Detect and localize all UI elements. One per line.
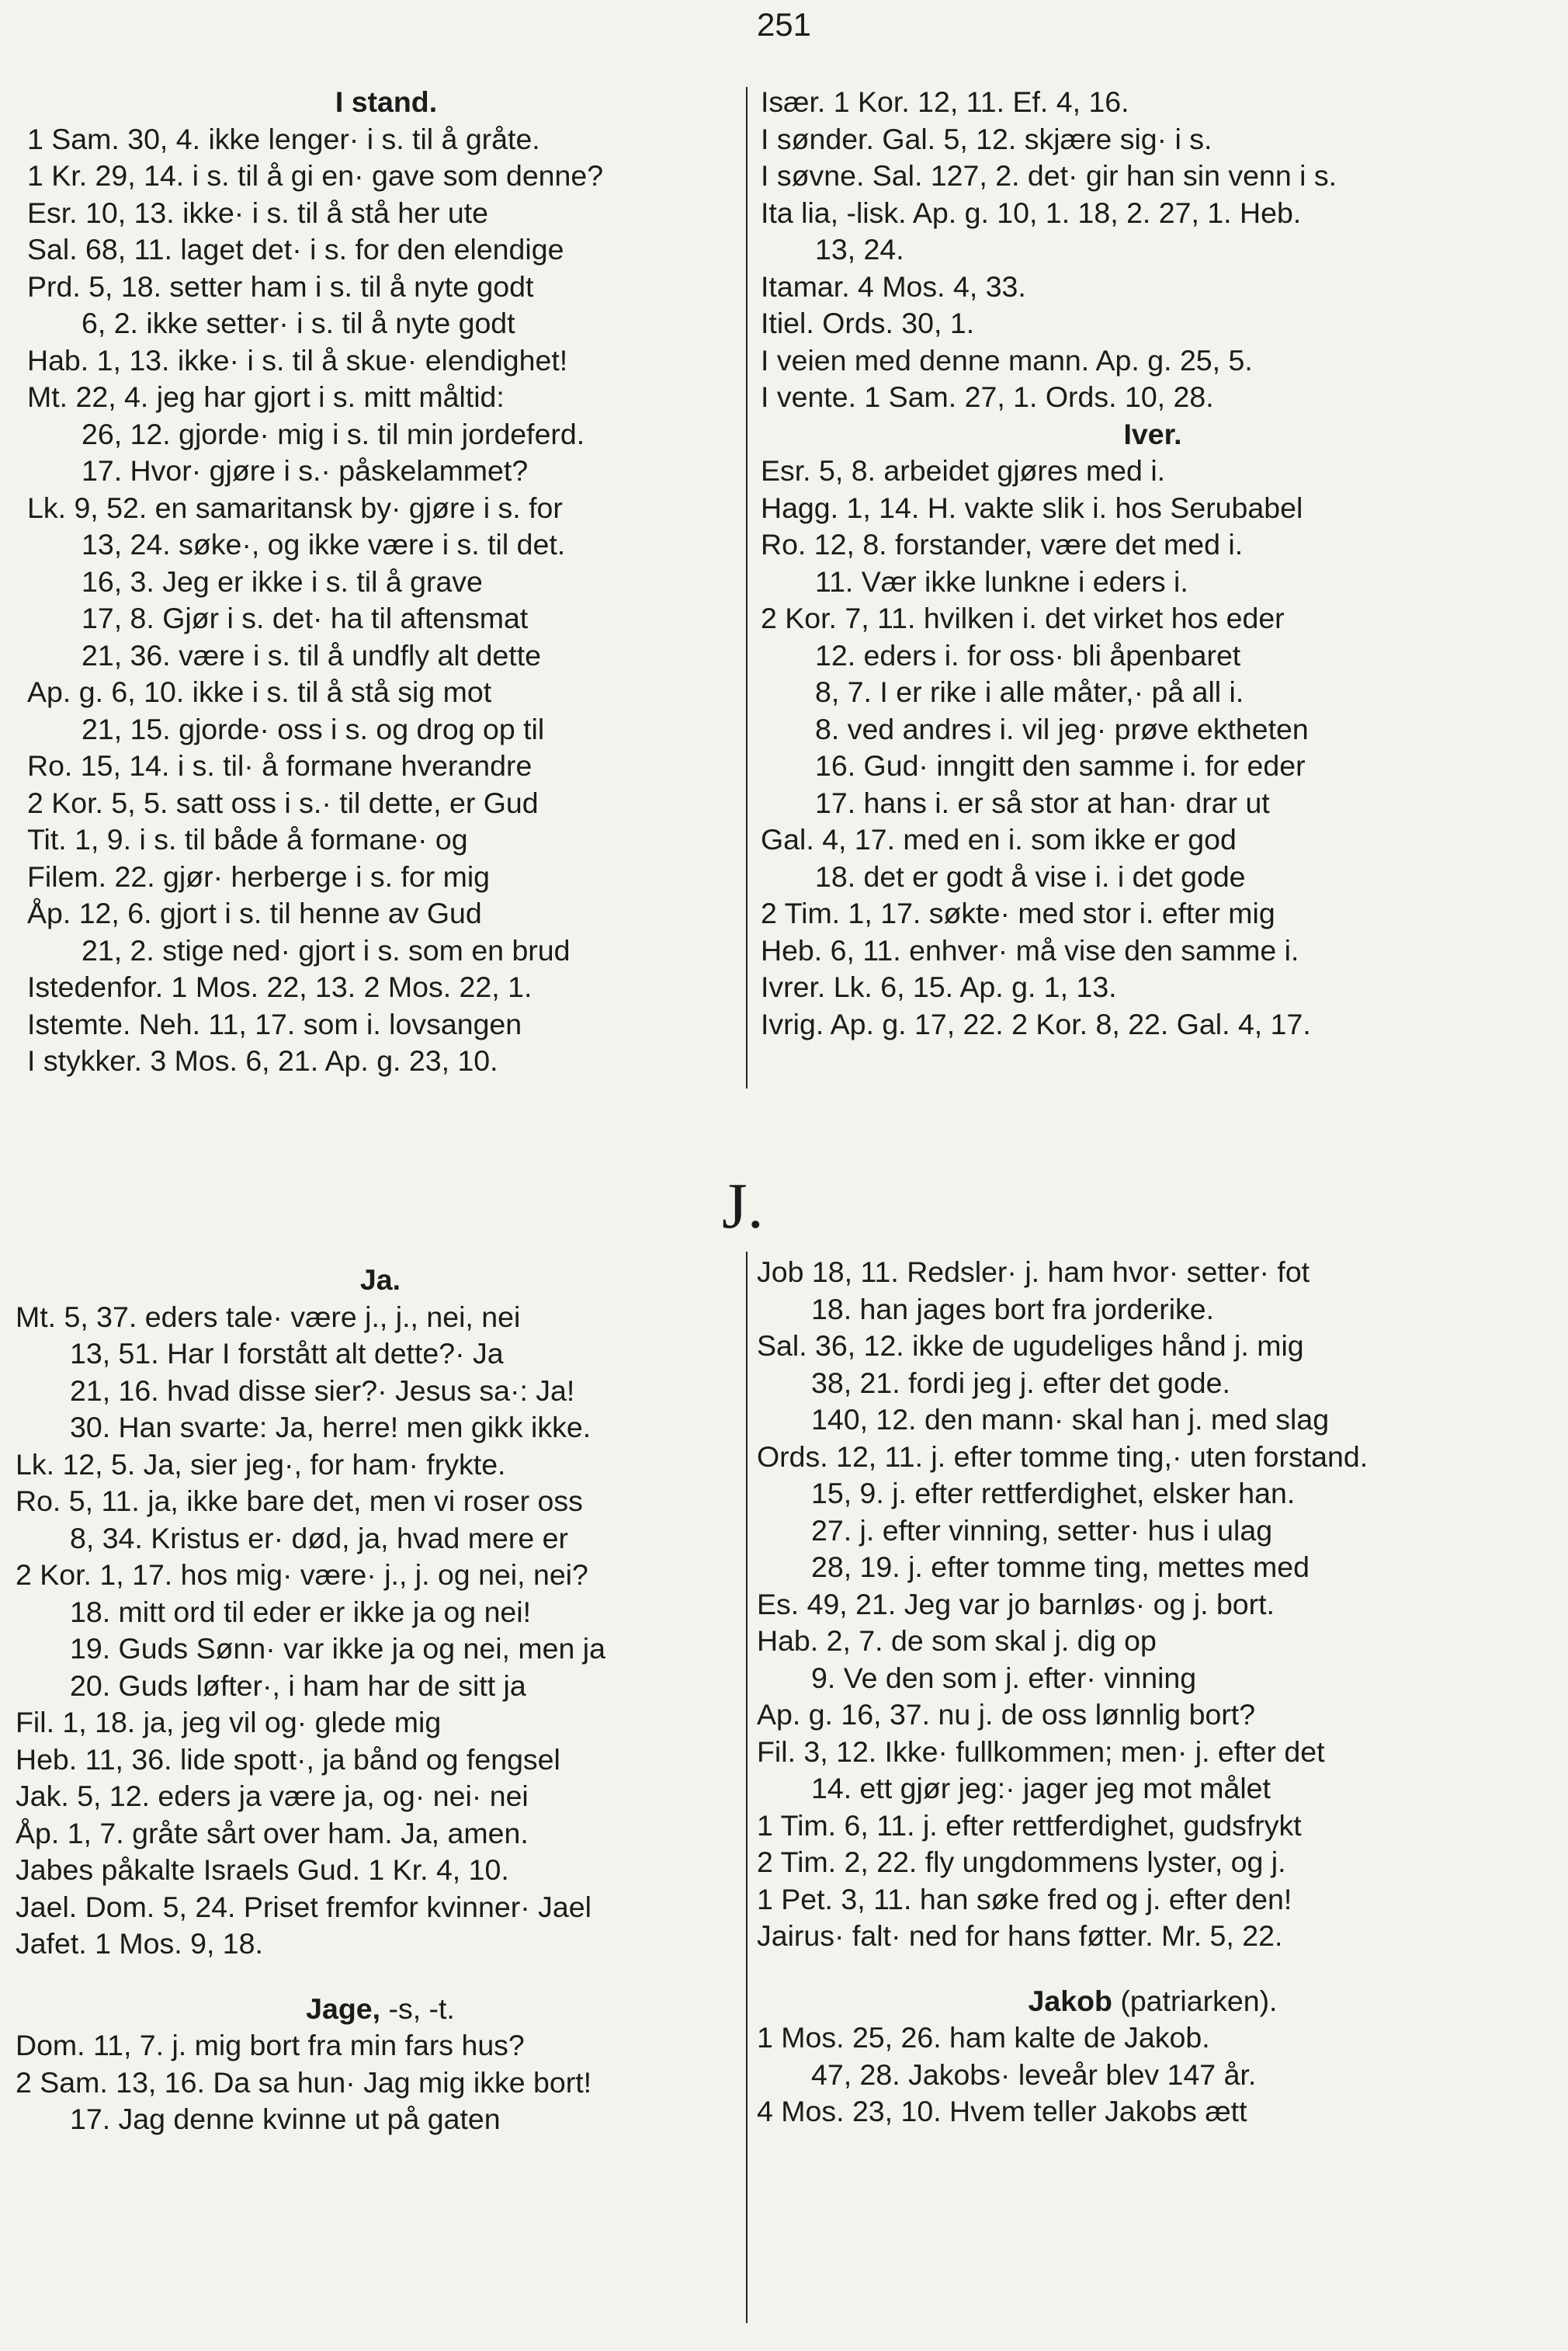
concordance-line: Hagg. 1, 14. H. vakte slik i. hos Serubabel: [761, 491, 1303, 524]
concordance-line: 2 Kor. 5, 5. satt oss i s.· til dette, er Gud: [27, 786, 539, 819]
concordance-line: Tit. 1, 9. i s. til både å formane· og: [27, 823, 468, 856]
concordance-line: 17. hans i. er så stor at han· drar ut: [815, 786, 1270, 819]
spacer: [16, 1963, 745, 1991]
concordance-line: Esr. 5, 8. arbeidet gjøres med i.: [761, 454, 1166, 487]
concordance-line: 16, 3. Jeg er ikke i s. til å grave: [82, 564, 483, 598]
concordance-line: I stykker. 3 Mos. 6, 21. Ap. g. 23, 10.: [27, 1044, 498, 1077]
concordance-line: 2 Tim. 1, 17. søkte· med stor i. efter mig: [761, 897, 1275, 929]
concordance-line: Heb. 11, 36. lide spott·, ja bånd og fengsel: [16, 1742, 560, 1776]
concordance-line: 1 Sam. 30, 4. ikke lenger· i s. til å gråte.: [27, 122, 540, 155]
concordance-line: 1 Mos. 25, 26. ham kalte de Jakob.: [757, 2021, 1210, 2054]
concordance-line: Fil. 1, 18. ja, jeg vil og· glede mig: [16, 1706, 442, 1738]
concordance-line: 8. ved andres i. vil jeg· prøve ektheten: [815, 712, 1309, 745]
concordance-line: 8, 7. I er rike i alle måter,· på all i.: [815, 675, 1244, 708]
concordance-line: Ita lia, -lisk. Ap. g. 10, 1. 18, 2. 27, 1. Heb.: [761, 196, 1302, 229]
concordance-line: 14. ett gjør jeg:· jager jeg mot målet: [811, 1772, 1271, 1804]
concordance-line: 2 Kor. 1, 17. hos mig· være· j., j. og nei, nei?: [16, 1558, 588, 1591]
concordance-line: Sal. 68, 11. laget det· i s. for den elendige: [27, 233, 564, 266]
concordance-line: Ap. g. 6, 10. ikke i s. til å stå sig mot: [27, 675, 492, 708]
concordance-line: Itamar. 4 Mos. 4, 33.: [761, 269, 1026, 303]
concordance-line: Lk. 9, 52. en samaritansk by· gjøre i s. for: [27, 491, 563, 524]
heading-word: Iver.: [1123, 417, 1182, 450]
concordance-line: Heb. 6, 11. enhver· må vise den samme i.: [761, 933, 1299, 967]
spacer: [757, 1955, 1549, 1983]
concordance-line: I søvne. Sal. 127, 2. det· gir han sin venn i s.: [761, 159, 1337, 192]
concordance-line: 15, 9. j. efter rettferdighet, elsker han.: [811, 1477, 1296, 1509]
concordance-line: Istemte. Neh. 11, 17. som i. lovsangen: [27, 1007, 522, 1040]
column-divider-top: [746, 87, 748, 1089]
concordance-line: Ap. g. 16, 37. nu j. de oss lønnlig bort?: [757, 1698, 1256, 1731]
concordance-line: Istedenfor. 1 Mos. 22, 13. 2 Mos. 22, 1.: [27, 971, 532, 1003]
concordance-line: 8, 34. Kristus er· død, ja, hvad mere er: [70, 1521, 568, 1554]
heading-word: I stand.: [335, 85, 438, 118]
concordance-line: 26, 12. gjorde· mig i s. til min jordeferd.: [82, 417, 585, 450]
concordance-line: 13, 24. søke·, og ikke være i s. til det.: [82, 528, 566, 561]
concordance-line: Filem. 22. gjør· herberge i s. for mig: [27, 859, 491, 893]
entry-heading: [27, 84, 745, 121]
concordance-line: 17, 8. Gjør i s. det· ha til aftensmat: [82, 602, 529, 634]
concordance-line: 18. det er godt å vise i. i det gode: [815, 859, 1246, 893]
concordance-line: 21, 36. være i s. til å undfly alt dette: [82, 638, 541, 672]
entry-heading: [16, 1262, 745, 1299]
entry-heading: [757, 1983, 1549, 2020]
concordance-line: 17. Hvor· gjøre i s.· påskelammet?: [82, 454, 529, 487]
concordance-line: Lk. 12, 5. Ja, sier jeg·, for ham· frykte.: [16, 1447, 506, 1481]
column-bottom-left: [16, 1262, 745, 2138]
heading-suffix: (patriarken).: [1120, 1984, 1278, 2017]
concordance-line: 1 Tim. 6, 11. j. efter rettferdighet, gudsfrykt: [757, 1808, 1302, 1842]
concordance-line: 6, 2. ikke setter· i s. til å nyte godt: [82, 307, 515, 339]
concordance-line: 21, 15. gjorde· oss i s. og drog op til: [82, 712, 545, 745]
concordance-line: 18. mitt ord til eder er ikke ja og nei!: [70, 1595, 532, 1628]
column-divider-bottom: [746, 1252, 748, 2323]
heading-word: Jage,: [306, 1992, 381, 2025]
concordance-line: 12. eders i. for oss· bli åpenbaret: [815, 638, 1241, 672]
concordance-line: Fil. 3, 12. Ikke· fullkommen; men· j. efter det: [757, 1735, 1325, 1768]
concordance-line: 13, 51. Har I forstått alt dette?· Ja: [70, 1337, 504, 1370]
concordance-line: Esr. 10, 13. ikke· i s. til å stå her ute: [27, 196, 489, 229]
column-bottom-right: [757, 1254, 1549, 2130]
concordance-line: Ords. 12, 11. j. efter tomme ting,· uten forstand.: [757, 1439, 1369, 1473]
concordance-line: 2 Tim. 2, 22. fly ungdommens lyster, og j.: [757, 1846, 1286, 1878]
concordance-line: 13, 24.: [815, 233, 904, 266]
concordance-line: Ro. 15, 14. i s. til· å formane hverandre: [27, 749, 532, 782]
concordance-line: Jabes påkalte Israels Gud. 1 Kr. 4, 10.: [16, 1853, 509, 1886]
concordance-line: Åp. 12, 6. gjort i s. til henne av Gud: [27, 897, 482, 929]
concordance-line: 2 Sam. 13, 16. Da sa hun· Jag mig ikke bort!: [16, 2065, 592, 2099]
concordance-line: Prd. 5, 18. setter ham i s. til å nyte godt: [27, 269, 534, 303]
concordance-line: Jak. 5, 12. eders ja være ja, og· nei· nei: [16, 1780, 529, 1812]
concordance-line: Ro. 5, 11. ja, ikke bare det, men vi roser oss: [16, 1485, 583, 1517]
concordance-line: 27. j. efter vinning, setter· hus i ulag: [811, 1513, 1273, 1547]
concordance-line: 1 Pet. 3, 11. han søke fred og j. efter den!: [757, 1882, 1292, 1915]
entry-heading: [761, 416, 1545, 453]
section-letter: J.: [722, 1170, 764, 1242]
concordance-line: Åp. 1, 7. gråte sårt over ham. Ja, amen.: [16, 1816, 529, 1849]
concordance-line: Jafet. 1 Mos. 9, 18.: [16, 1927, 263, 1960]
concordance-line: 17. Jag denne kvinne ut på gaten: [70, 2103, 501, 2135]
concordance-line: 18. han jages bort fra jorderike.: [811, 1292, 1215, 1325]
concordance-line: 47, 28. Jakobs· leveår blev 147 år.: [811, 2058, 1257, 2091]
concordance-line: 30. Han svarte: Ja, herre! men gikk ikke.: [70, 1411, 591, 1443]
page-number: 251: [756, 6, 812, 43]
heading-word: Ja.: [359, 1263, 401, 1296]
concordance-line: 21, 16. hvad disse sier?· Jesus sa·: Ja!: [70, 1373, 575, 1407]
concordance-line: Es. 49, 21. Jeg var jo barnløs· og j. bort.: [757, 1587, 1275, 1620]
concordance-line: 28, 19. j. efter tomme ting, mettes med: [811, 1551, 1310, 1583]
concordance-line: 140, 12. den mann· skal han j. med slag: [811, 1403, 1330, 1436]
concordance-line: Mt. 22, 4. jeg har gjort i s. mitt måltid:: [27, 380, 505, 413]
concordance-line: 16. Gud· inngitt den samme i. for eder: [815, 749, 1306, 782]
entry-heading: [16, 1991, 745, 2028]
concordance-line: Ivrer. Lk. 6, 15. Ap. g. 1, 13.: [761, 971, 1117, 1003]
concordance-line: Især. 1 Kor. 12, 11. Ef. 4, 16.: [761, 85, 1129, 118]
concordance-line: Jael. Dom. 5, 24. Priset fremfor kvinner· Jael: [16, 1890, 591, 1923]
concordance-line: 9. Ve den som j. efter· vinning: [811, 1661, 1197, 1694]
concordance-line: 21, 2. stige ned· gjort i s. som en brud: [82, 933, 571, 967]
heading-word: Jakob: [1028, 1984, 1112, 2017]
concordance-line: 20. Guds løfter·, i ham har de sitt ja: [70, 1669, 526, 1702]
concordance-line: 1 Kr. 29, 14. i s. til å gi en· gave som denne?: [27, 159, 604, 192]
concordance-line: 38, 21. fordi jeg j. efter det gode.: [811, 1366, 1230, 1399]
column-top-left: [27, 84, 745, 1080]
concordance-line: I veien med denne mann. Ap. g. 25, 5.: [761, 343, 1253, 377]
concordance-line: Sal. 36, 12. ikke de ugudeliges hånd j. mig: [757, 1329, 1304, 1362]
concordance-line: 11. Vær ikke lunkne i eders i.: [815, 564, 1188, 598]
concordance-line: 19. Guds Sønn· var ikke ja og nei, men ja: [70, 1632, 605, 1665]
concordance-line: Hab. 2, 7. de som skal j. dig op: [757, 1624, 1157, 1657]
concordance-line: 4 Mos. 23, 10. Hvem teller Jakobs ætt: [757, 2095, 1247, 2127]
concordance-line: I sønder. Gal. 5, 12. skjære sig· i s.: [761, 122, 1212, 155]
concordance-line: Hab. 1, 13. ikke· i s. til å skue· elendighet!: [27, 343, 568, 377]
concordance-line: Gal. 4, 17. med en i. som ikke er god: [761, 823, 1237, 856]
heading-suffix: -s, -t.: [388, 1992, 455, 2025]
concordance-line: I vente. 1 Sam. 27, 1. Ords. 10, 28.: [761, 380, 1214, 413]
concordance-line: Job 18, 11. Redsler· j. ham hvor· setter· fot: [757, 1255, 1310, 1288]
concordance-line: Dom. 11, 7. j. mig bort fra min fars hus?: [16, 2029, 525, 2061]
concordance-line: Ivrig. Ap. g. 17, 22. 2 Kor. 8, 22. Gal. 4, 17.: [761, 1007, 1311, 1040]
concordance-line: 2 Kor. 7, 11. hvilken i. det virket hos eder: [761, 602, 1285, 634]
column-top-right: [761, 84, 1545, 1043]
concordance-line: Ro. 12, 8. forstander, være det med i.: [761, 528, 1244, 561]
concordance-line: Mt. 5, 37. eders tale· være j., j., nei, nei: [16, 1300, 521, 1333]
concordance-line: Itiel. Ords. 30, 1.: [761, 307, 975, 339]
concordance-line: Jairus· falt· ned for hans føtter. Mr. 5, 22.: [757, 1919, 1283, 1952]
